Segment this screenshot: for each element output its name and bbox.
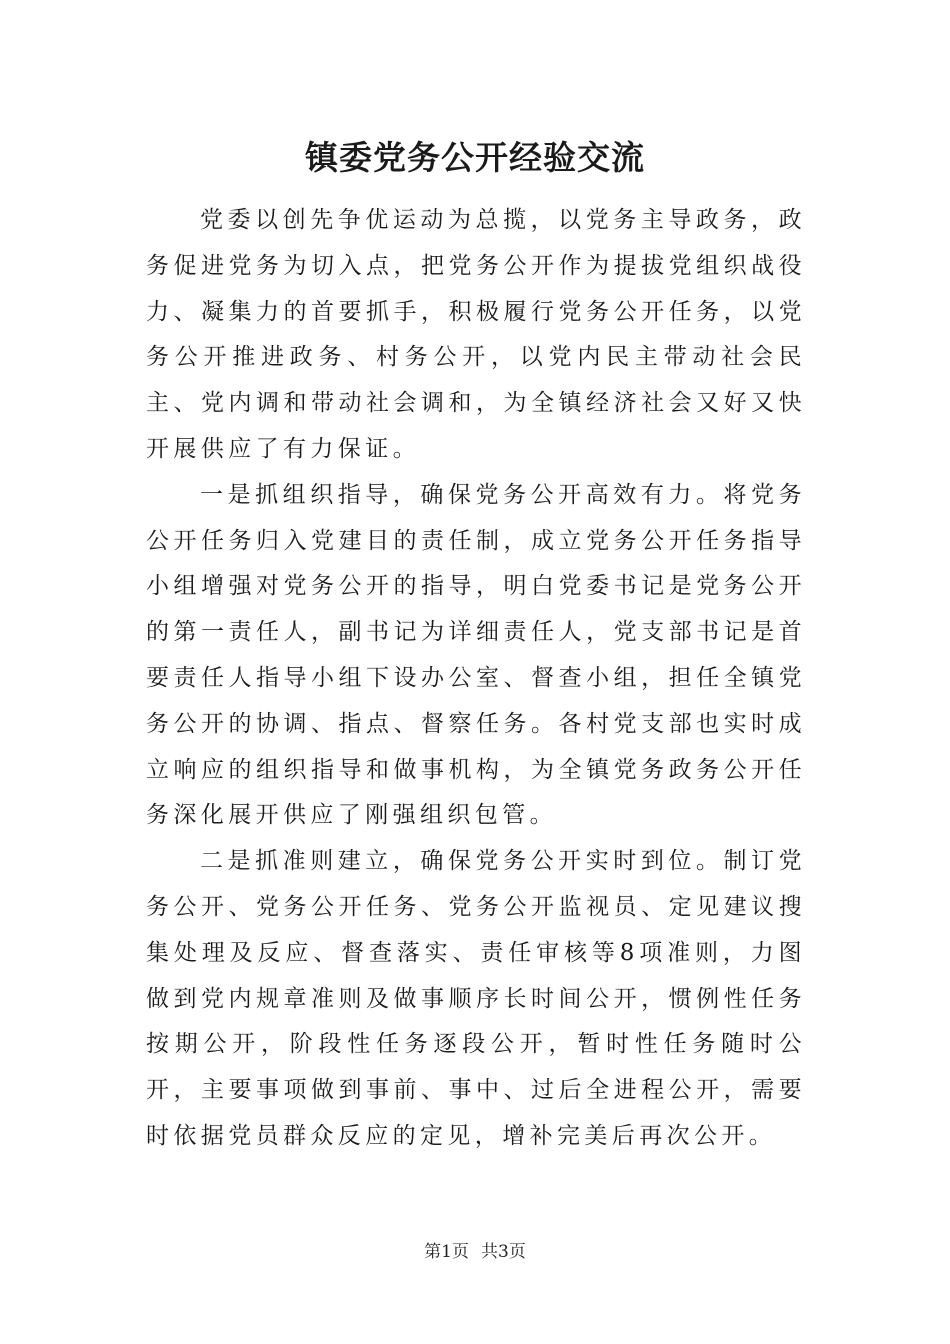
document-title: 镇委党务公开经验交流 (305, 138, 645, 177)
page-footer (0, 1240, 950, 1264)
page-number: 第1页 (424, 1242, 469, 1262)
page-total: 共3页 (481, 1242, 526, 1262)
paragraph-organization: 一是抓组织指导，确保党务公开高效有力。将党务公开任务归入党建目的责任制，成立党务公开任务指导小组增强对党务公开的指导，明白党委书记是党务公开的第一责任人，副书记为详细责任人，党支部书记是首要责任人指导小组下设办公室、督查小组，担任全镇党务公开的协调、指点、督察任务。各村党支部也实时成立响应的组织指导和做事机构，为全镇党务政务公开任务深化展开供应了刚强组织包管。 (146, 481, 806, 829)
paragraph-rules: 二是抓准则建立，确保党务公开实时到位。制订党务公开、党务公开任务、党务公开监视员、定见建议搜集处理及反应、督查落实、责任审核等8项准则，力图做到党内规章准则及做事顺序长时间公开，惯例性任务按期公开，阶段性任务逐段公开，暂时性任务随时公开，主要事项做到事前、事中、过后全进程公开，需要时依据党员群众反应的定见，增补完美后再次公开。 (146, 848, 806, 1149)
document-body (146, 198, 806, 1160)
paragraph-intro: 党委以创先争优运动为总揽，以党务主导政务，政务促进党务为切入点，把党务公开作为提拔党组织战役力、凝集力的首要抓手，积极履行党务公开任务，以党务公开推进政务、村务公开，以党内民主带动社会民主、党内调和带动社会调和，为全镇经济社会又好又快开展供应了有力保证。 (146, 207, 806, 462)
